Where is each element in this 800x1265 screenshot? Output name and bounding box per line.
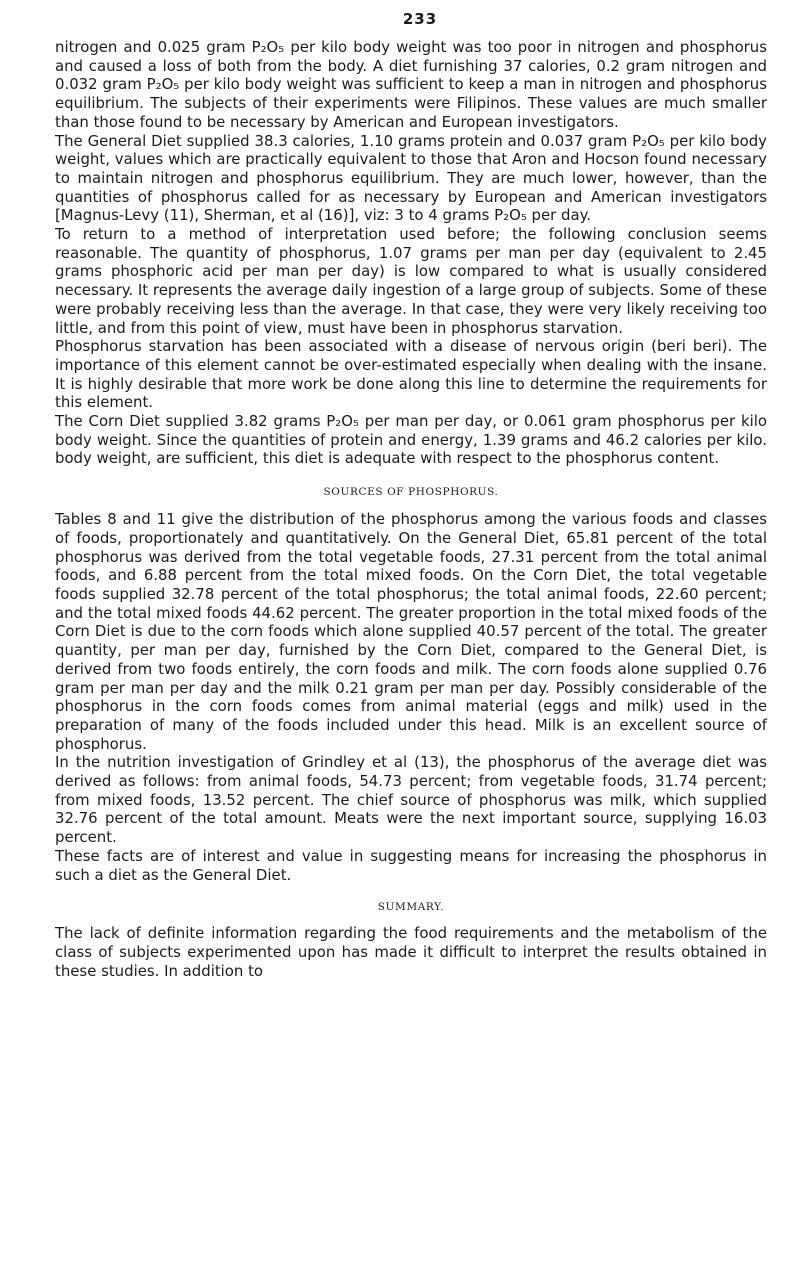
section-heading-summary: SUMMARY. (377, 901, 445, 914)
paragraph: nitrogen and 0.025 gram P₂O₅ per kilo body weight was too poor in nitrogen and phosphorus and caused a loss of both from the body. A diet furnishing 37 calories, 0.2 gram nitrogen and 0.032 gram P₂O₅ per kilo body weight was sufficient to keep a man in nitrogen and phosphorus equilibrium. The subjects of their experiments were Filipinos. These values are much smaller than those found to be necessary by American and European investigators. (55, 38, 767, 131)
sources-section (55, 510, 767, 884)
paragraph: Phosphorus starvation has been associated with a disease of nervous origin (beri beri). The importance of this element cannot be over-estimated especially when dealing with the insane. It is highly desirable that more work be done along this line to determine the requirements for this element. (55, 337, 767, 412)
page-number: 233 (402, 10, 438, 28)
paragraph: The Corn Diet supplied 3.82 grams P₂O₅ per man per day, or 0.061 gram phosphorus per kilo body weight. Since the quantities of protein and energy, 1.39 grams and 46.2 calories per kilo. body weight, are sufficient, this diet is adequate with respect to the phosphorus content. (55, 412, 767, 468)
intro-section (55, 38, 767, 468)
paragraph: To return to a method of interpretation used before; the following conclusion seems reasonable. The quantity of phosphorus, 1.07 grams per man per day (equivalent to 2.45 grams phosphoric acid per man per day) is low compared to what is usually considered necessary. It represents the average daily ingestion of a large group of subjects. Some of these were probably receiving less than the average. In that case, they were very likely receiving too little, and from this point of view, must have been in phosphorus starvation. (55, 225, 767, 337)
paragraph: The lack of definite information regarding the food requirements and the metabolism of the class of subjects experimented upon has made it difficult to interpret the results obtained in these studies. In addition to (55, 924, 767, 980)
section-heading-sources: SOURCES OF PHOSPHORUS. (323, 486, 499, 499)
paragraph: The General Diet supplied 38.3 calories, 1.10 grams protein and 0.037 gram P₂O₅ per kilo body weight, values which are practically equivalent to those that Aron and Hocson found necessary to maintain nitrogen and phosphorus equilibrium. They are much lower, however, than the quantities of phosphorus called for as necessary by European and American investigators [Magnus-Levy (11), Sherman, et al (16)], viz: 3 to 4 grams P₂O₅ per day. (55, 131, 767, 225)
paragraph: In the nutrition investigation of Grindley et al (13), the phosphorus of the average diet was derived as follows: from animal foods, 54.73 percent; from vegetable foods, 31.74 percent; from mixed foods, 13.52 percent. The chief source of phosphorus was milk, which supplied 32.76 percent of the total amount. Meats were the next important source, supplying 16.03 percent. (55, 753, 767, 847)
document-page (55, 10, 767, 980)
summary-section (55, 924, 767, 980)
paragraph: Tables 8 and 11 give the distribution of the phosphorus among the various foods and classes of foods, proportionately and quantitatively. On the General Diet, 65.81 percent of the total phosphorus was derived from the total vegetable foods, 27.31 percent from the total animal foods, and 6.88 percent from the total mixed foods. On the Corn Diet, the total vegetable foods supplied 32.78 percent of the total phosphorus; the total animal foods, 22.60 percent; and the total mixed foods 44.62 percent. The greater proportion in the total mixed foods of the Corn Diet is due to the corn foods which alone supplied 40.57 percent of the total. The greater quantity, per man per day, furnished by the Corn Diet, compared to the General Diet, is derived from two foods entirely, the corn foods and milk. The corn foods alone supplied 0.76 gram per man per day and the milk 0.21 gram per man per day. Possibly considerable of the phosphorus in the corn foods comes from animal material (eggs and milk) used in the preparation of many of the foods included under this head. Milk is an excellent source of phosphorus. (55, 510, 767, 753)
paragraph: These facts are of interest and value in suggesting means for increasing the phosphorus in such a diet as the General Diet. (55, 846, 767, 884)
